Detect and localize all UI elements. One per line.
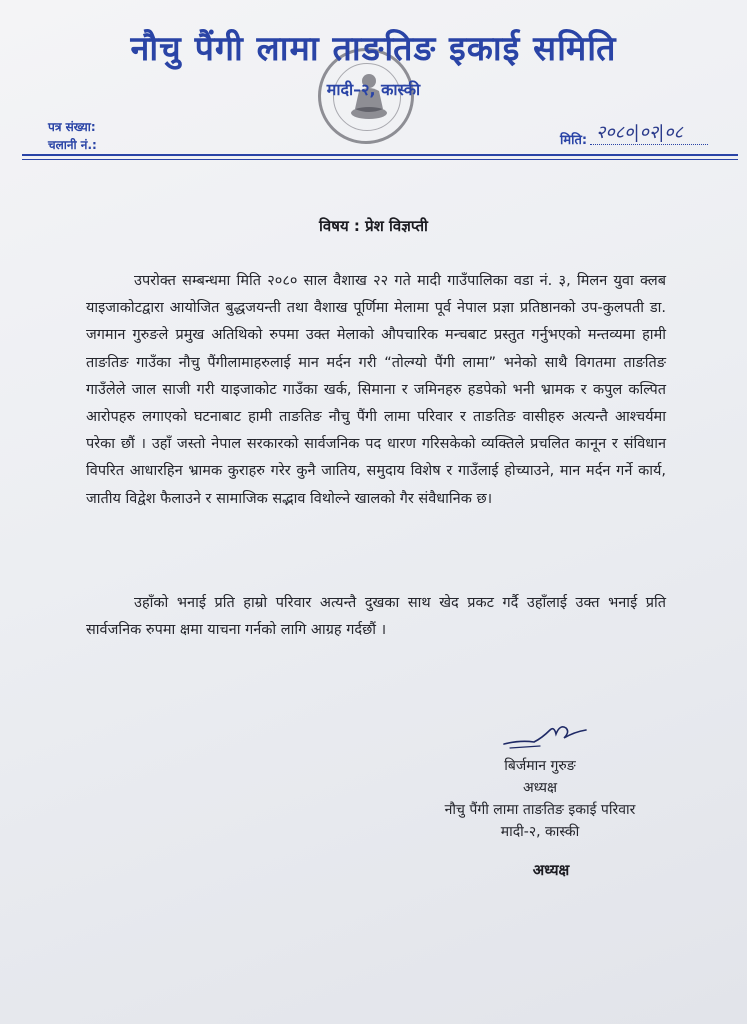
dispatch-number-label: चलानी नं.: xyxy=(48,138,97,152)
org-address: मादी–२, कास्की xyxy=(326,80,421,99)
header-rule-thin xyxy=(22,159,738,160)
header-rule-thick xyxy=(22,154,738,156)
body-paragraph-2: उहाँको भनाई प्रति हाम्रो परिवार अत्यन्तै दुखका साथ खेद प्रकट गर्दै उहाँलाई उक्त भनाई प्रति सार्वजनिक रुपमा क्षमा याचना गर्नको लागि आग्रह गर्दछौं । xyxy=(86,595,666,639)
signatory-organization: नौचु पैंगी लामा ताङतिङ इकाई परिवार xyxy=(444,802,636,818)
subject-line: विषय : प्रेश विज्ञप्ती xyxy=(319,217,428,235)
body-paragraph-1: उपरोक्त सम्बन्धमा मिति २०८० साल वैशाख २२ गते मादी गाउँपालिका वडा नं. ३, मिलन युवा क्लब याइजाकोटद्वारा आयोजित बुद्धजयन्ती तथा वैशाख पूर्णिमा मेलामा पूर्व नेपाल प्रज्ञा प्रतिष्ठानको उप-कुलपती डा. जगमान गुरुङले प्रमुख अतिथिको रुपमा उक्त मेलाको औपचारिक मन्चबाट प्रस्तुत गर्नुभएको मन्तव्यमा हामी ताङतिङ गाउँका नौचु पैंगीलामाहरुलाई मान मर्दन गरी “तोल्ग्यो पैंगी लामा” भनेको साथै विगतमा ताङतिङ गाउँलेले जाल साजी गरी याइजाकोट गाउँका खर्क, सिमाना र जमिनहरु हडपेको भनी भ्रामक र कपुल कल्पित आरोपहरु लगाएको घटनाबाट हामी ताङतिङ नौचु पैंगी लामा परिवार र ताङतिङ वासीहरु अत्यन्तै आश्चर्यमा परेका छौं । उहाँ जस्तो नेपाल सरकारको सार्वजनिक पद धारण गरिसकेको व्यक्तिले प्रचलित कानून र संविधान विपरित आधारहिन भ्रामक कुराहरु गरेर कुनै जातिय, समुदाय विशेष र गाउँलाई होच्याउने, मान मर्दन गर्ने कार्य, जातीय विद्वेश फैलाउने र सामाजिक सद्भाव विथोल्ने खालको गैर संवैधानिक छ। xyxy=(86,273,666,507)
signature-block xyxy=(400,755,680,843)
date-underline xyxy=(590,144,708,145)
date-value: २०८०|०२|०८ xyxy=(596,122,684,143)
signatory-role: अध्यक्ष xyxy=(522,780,558,796)
handwritten-signature xyxy=(500,718,590,752)
letter-number-label: पत्र संख्या: xyxy=(48,120,96,134)
org-name: नौचु पैंगी लामा ताङतिङ इकाई समिति xyxy=(130,29,617,69)
role-stamp: अध्यक्ष xyxy=(532,861,570,879)
signatory-address: मादी-२, कास्की xyxy=(500,824,580,840)
signatory-name: बिर्जमान गुरुङ xyxy=(504,758,576,774)
date-label: मिति: xyxy=(560,133,588,148)
